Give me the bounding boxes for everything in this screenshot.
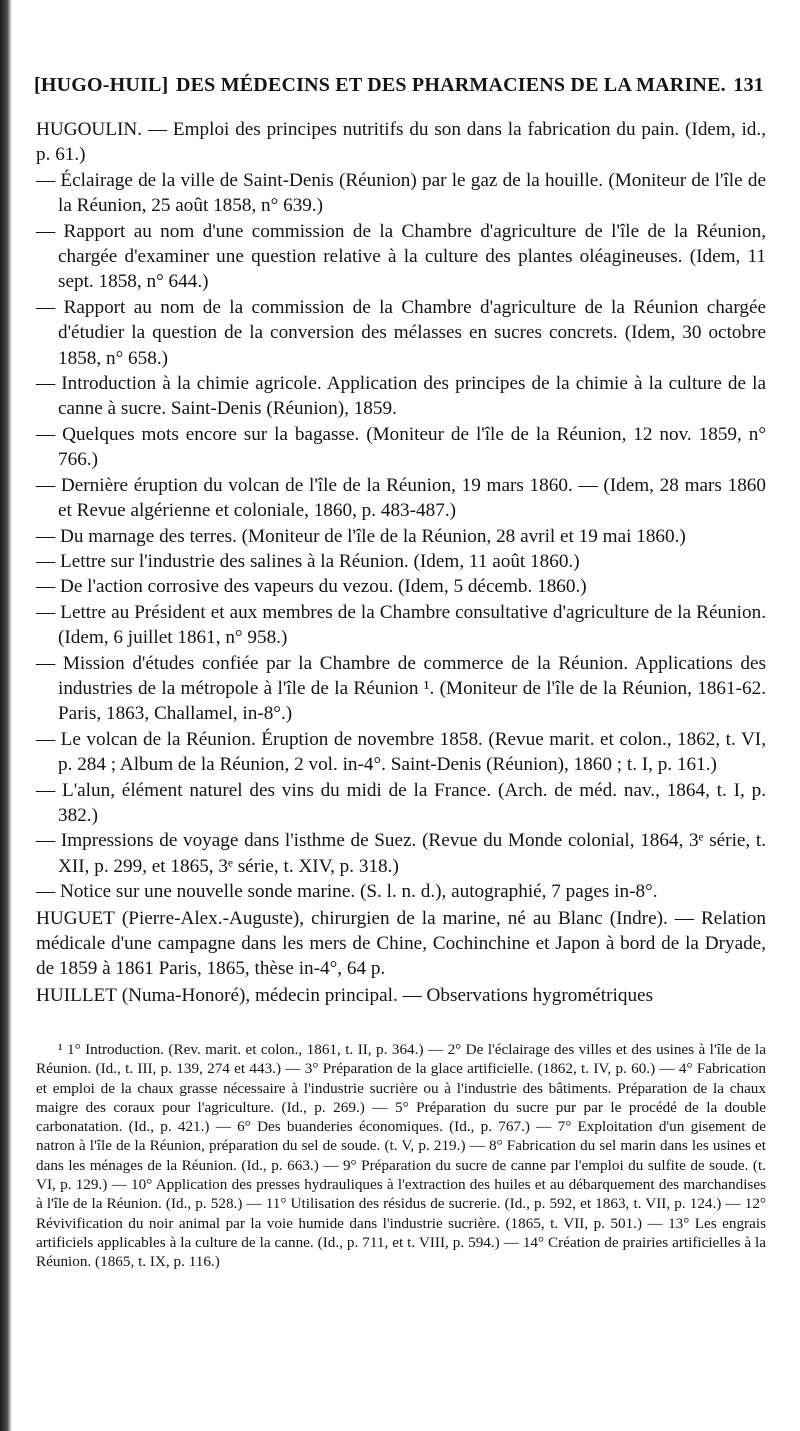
bibliography-entry: — Mission d'études confiée par la Chambre de commerce de la Réunion. Applications des industries de la métropole à l'île de la Réunion ¹. (Moniteur de l'île de la Réunion, 1861-62. Paris, 1863, Challamel, in-8°.)	[36, 652, 766, 725]
running-header	[34, 74, 764, 97]
bibliography-entry: — Impressions de voyage dans l'isthme de Suez. (Revue du Monde colonial, 1864, 3ᵉ série, t. XII, p. 299, et 1865, 3ᵉ série, t. XIV, p. 318.)	[36, 830, 766, 877]
author-name: HUGOULIN.	[36, 119, 143, 140]
bibliography-entry: — Notice sur une nouvelle sonde marine. (S. l. n. d.), autographié, 7 pages in-8°.	[36, 881, 658, 903]
author-name: HUGUET	[36, 907, 115, 929]
entry-text: (Pierre-Alex.-Auguste), chirurgien de la marine, né au Blanc (Indre). — Relation médicale d'une campagne dans les mers de Chine, Cochinchine et Japon à bord de la Dryade, de 1859 à 1861 Paris, 1865, thèse in-4°, 64 p.	[36, 907, 766, 980]
footnote	[36, 1040, 766, 1272]
header-range: [HUGO-HUIL]	[34, 74, 169, 96]
bibliography-entry: — Lettre au Président et aux membres de la Chambre consultative d'agriculture de la Réunion. (Idem, 6 juillet 1861, n° 958.)	[36, 601, 766, 649]
bibliography-entry	[36, 117, 766, 168]
bibliography-entry	[36, 983, 766, 1008]
bibliography-entry: — Lettre sur l'industrie des salines à la Réunion. (Idem, 11 août 1860.)	[36, 550, 580, 572]
bibliography-entry: — Éclairage de la ville de Saint-Denis (Réunion) par le gaz de la houille. (Moniteur de l'île de la Réunion, 25 août 1858, n° 639.)	[36, 169, 766, 217]
bibliography-body	[36, 116, 766, 1008]
bibliography-entry: — De l'action corrosive des vapeurs du vezou. (Idem, 5 décemb. 1860.)	[36, 576, 587, 598]
bibliography-entry: — L'alun, élément naturel des vins du midi de la France. (Arch. de méd. nav., 1864, t. I, p. 382.)	[36, 779, 766, 826]
bibliography-entry: — Dernière éruption du volcan de l'île de la Réunion, 19 mars 1860. — (Idem, 28 mars 1860 et Revue algérienne et coloniale, 1860, p. 483-487.)	[36, 474, 766, 522]
page-number: 131	[733, 74, 764, 96]
bibliography-entry: — Rapport au nom d'une commission de la Chambre d'agriculture de l'île de la Réunion, chargée d'examiner une question relative à la culture des plantes oléagineuses. (Idem, 11 sept. 1858, n° 644.)	[36, 220, 766, 293]
entry-text: — Emploi des principes nutritifs du son dans la fabrication du pain. (Idem, id., p. 61.)	[36, 119, 766, 166]
author-name: HUILLET	[36, 984, 117, 1006]
entry-text: (Numa-Honoré), médecin principal. — Observations hygrométriques	[117, 984, 654, 1006]
bibliography-entry: — Rapport au nom de la commission de la Chambre d'agriculture de la Réunion chargée d'étudier la question de la conversion des mélasses en sucres concrets. (Idem, 30 octobre 1858, n° 658.)	[36, 296, 766, 369]
footnote-text: ¹ 1° Introduction. (Rev. marit. et colon., 1861, t. II, p. 364.) — 2° De l'éclairage des villes et des usines à l'île de la Réunion. (Id., t. III, p. 139, 274 et 443.) — 3° Préparation de la glace artificielle. (1862, t. IV, p. 60.) — 4° Fabrication et emploi de la chaux grasse nécessaire à l'industrie sucrière ou à l'industrie des bâtiments. Préparation de la chaux maigre des coraux pour l'agriculture. (Id., p. 269.) — 5° Préparation du sucre pur par le procédé de la double carbonatation. (Id., p. 421.) — 6° Des buanderies économiques. (Id., p. 767.) — 7° Exploitation d'un gisement de natron à l'île de la Réunion, préparation du sel de soude. (t. V, p. 219.) — 8° Fabrication du sel marin dans les usines et dans les ménages de la Réunion. (Id., p. 663.) — 9° Préparation du sucre de canne par l'emploi du sulfite de soude. (t. VI, p. 129.) — 10° Application des presses hydrauliques à l'extraction des huiles et au débarquement des marchandises à l'île de la Réunion. (Id., p. 528.) — 11° Utilisation des résidus de sucrerie. (Id., p. 592, et 1863, t. VII, p. 124.) — 12° Révivification du noir animal par la voie humide dans l'industrie sucrière. (1865, t. VII, p. 501.) — 13° Les engrais artificiels applicables à la culture de la canne. (Id., p. 711, et t. VIII, p. 594.) — 14° Création de prairies artificielles à la Réunion. (1865, t. IX, p. 116.)	[36, 1041, 766, 1271]
bibliography-entry	[36, 906, 766, 982]
bibliography-entry: — Le volcan de la Réunion. Éruption de novembre 1858. (Revue marit. et colon., 1862, t. VI, p. 284 ; Album de la Réunion, 2 vol. in-4°. Saint-Denis (Réunion), 1860 ; t. I, p. 161.)	[36, 728, 766, 776]
header-title: DES MÉDECINS ET DES PHARMACIENS DE LA MARINE.	[175, 74, 726, 96]
bibliography-entry: — Quelques mots encore sur la bagasse. (Moniteur de l'île de la Réunion, 12 nov. 1859, n° 766.)	[36, 423, 766, 471]
bibliography-entry: — Du marnage des terres. (Moniteur de l'île de la Réunion, 28 avril et 19 mai 1860.)	[36, 525, 686, 547]
bibliography-entry: — Introduction à la chimie agricole. Application des principes de la chimie à la culture de la canne à sucre. Saint-Denis (Réunion), 1859.	[36, 373, 766, 420]
page-spine-shadow	[0, 0, 12, 1431]
